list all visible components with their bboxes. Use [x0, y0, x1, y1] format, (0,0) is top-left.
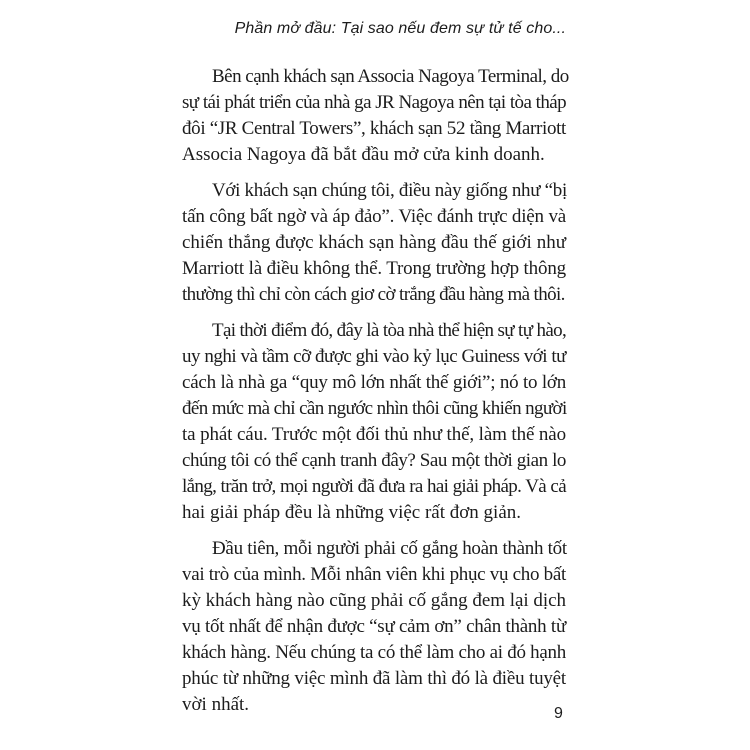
text-line: Bên cạnh khách sạn Associa Nagoya Terminal, do: [212, 66, 569, 87]
paragraph-4: [182, 536, 566, 718]
text-line: vụ tốt nhất để nhận được “sự cảm ơn” chân thành từ: [182, 616, 566, 637]
text-line: lắng, trăn trở, mọi người đã đưa ra hai giải pháp. Và cả: [182, 476, 566, 497]
paragraph-3: [182, 318, 566, 526]
text-line: đôi “JR Central Towers”, khách sạn 52 tầng Marriott: [182, 118, 566, 139]
paragraph-2: [182, 178, 566, 308]
text-line: Associa Nagoya đã bắt đầu mở cửa kinh doanh.: [182, 144, 545, 165]
text-line: Tại thời điểm đó, đây là tòa nhà thể hiện sự tự hào,: [212, 320, 567, 341]
running-header: Phần mở đầu: Tại sao nếu đem sự tử tế cho...: [234, 20, 566, 37]
text-line: chúng tôi có thể cạnh tranh đây? Sau một thời gian lo: [182, 450, 566, 471]
text-line: Marriott là điều không thể. Trong trường hợp thông: [182, 258, 566, 279]
text-line: tấn công bất ngờ và áp đảo”. Việc đánh trực diện và: [182, 206, 566, 227]
text-line: thường thì chỉ còn cách giơ cờ trắng đầu hàng mà thôi.: [182, 284, 565, 305]
text-line: ta phát cáu. Trước một đối thủ như thế, làm thế nào: [182, 424, 566, 445]
text-line: vời nhất.: [182, 694, 250, 715]
body-text: [182, 64, 569, 728]
text-line: hai giải pháp đều là những việc rất đơn giản.: [182, 502, 522, 523]
page-number: 9: [554, 705, 563, 722]
text-line: đến mức mà chỉ cần ngước nhìn thôi cũng khiến người: [182, 398, 567, 419]
text-line: sự tái phát triển của nhà ga JR Nagoya nên tại tòa tháp: [182, 92, 566, 113]
paragraph-1: [182, 64, 569, 168]
text-line: Với khách sạn chúng tôi, điều này giống như “bị: [212, 180, 567, 201]
text-line: Đầu tiên, mỗi người phải cố gắng hoàn thành tốt: [212, 538, 567, 559]
text-line: vai trò của mình. Mỗi nhân viên khi phục vụ cho bất: [182, 564, 566, 585]
text-line: uy nghi và tầm cỡ được ghi vào kỷ lục Guiness với tư: [182, 346, 566, 367]
text-line: chiến thắng được khách sạn hàng đầu thế giới như: [182, 232, 566, 253]
text-line: cách là nhà ga “quy mô lớn nhất thế giới”; nó to lớn: [182, 372, 566, 393]
text-line: phúc từ những việc mình đã làm thì đó là điều tuyệt: [182, 668, 566, 689]
text-line: khách hàng. Nếu chúng ta có thể làm cho ai đó hạnh: [182, 642, 566, 663]
text-line: kỳ khách hàng nào cũng phải cố gắng đem lại dịch: [182, 590, 566, 611]
